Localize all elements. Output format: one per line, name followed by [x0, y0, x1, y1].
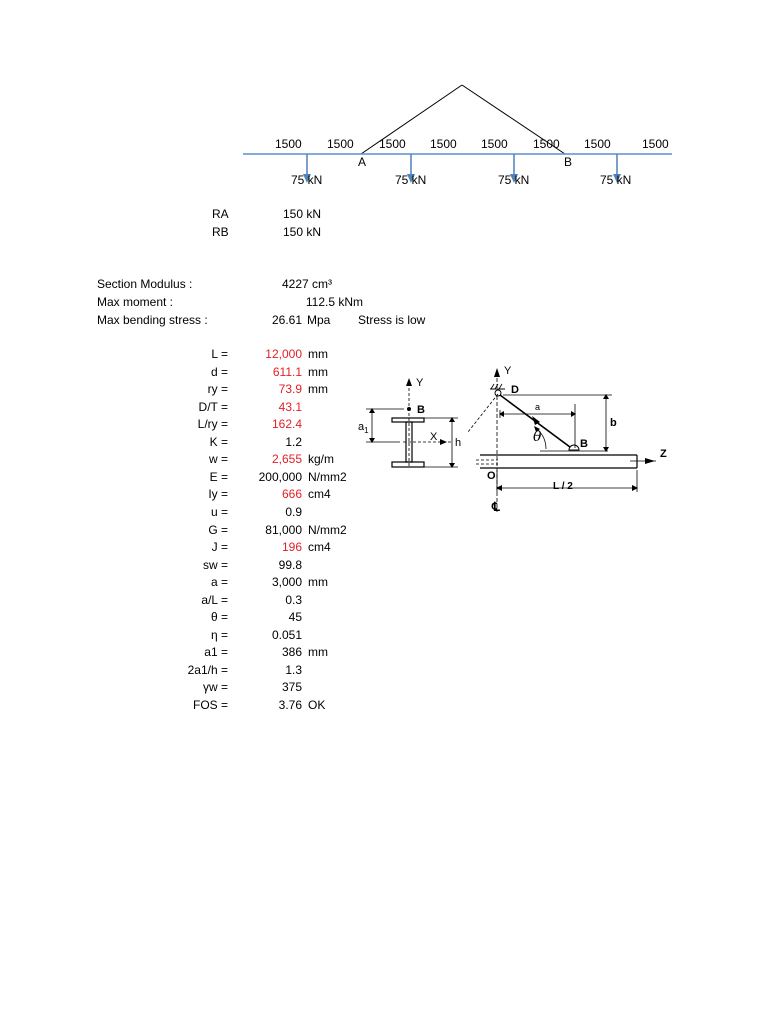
param-label: K = — [209, 435, 228, 449]
param-value: 81,000 — [265, 523, 302, 537]
param-value: 3.76 — [278, 698, 302, 712]
param-label: θ = — [210, 610, 228, 624]
section-modulus-label: Section Modulus : — [97, 277, 193, 291]
theta-label: θ — [533, 429, 542, 445]
param-value: 2,655 — [271, 452, 302, 466]
reaction-label: RB — [212, 225, 229, 239]
param-label: a/L = — [201, 593, 228, 607]
param-label: sw = — [202, 558, 228, 572]
reaction-value: 150 kN — [283, 225, 322, 239]
lift-point-b-label: B — [580, 438, 588, 450]
param-label: d = — [210, 365, 228, 379]
param-label: w = — [208, 452, 228, 466]
param-label: FOS = — [192, 698, 228, 712]
param-label: J = — [211, 540, 228, 554]
load-label: 75 kN — [600, 173, 632, 187]
max-stress-value: 26.61 — [271, 313, 302, 327]
param-value: 196 — [281, 540, 302, 554]
span-dim: 1500 — [327, 137, 354, 151]
param-value: 1.3 — [285, 663, 302, 677]
reaction-value: 150 kN — [283, 207, 322, 221]
param-unit: OK — [308, 698, 326, 712]
param-value: 3,000 — [271, 575, 302, 589]
dim-b-label: b — [610, 417, 617, 429]
param-unit: N/mm2 — [308, 470, 347, 484]
span-dim: 1500 — [642, 137, 669, 151]
param-label: G = — [208, 523, 228, 537]
section-modulus-value: 4227 cm³ — [281, 277, 332, 291]
span-dim: 1500 — [430, 137, 457, 151]
max-moment-label: Max moment : — [97, 295, 174, 309]
support-b-label: B — [564, 155, 573, 169]
dim-a-label: a — [535, 402, 541, 412]
param-label: a1 = — [204, 645, 228, 659]
point-b-label: B — [417, 404, 425, 416]
param-value: 611.1 — [272, 365, 302, 379]
x-axis-label: X — [430, 431, 438, 443]
load-label: 75 kN — [291, 173, 323, 187]
support-a-label: A — [358, 155, 367, 169]
param-value: 200,000 — [258, 470, 302, 484]
param-label: L = — [211, 347, 228, 361]
param-value: 375 — [281, 680, 302, 694]
load-label: 75 kN — [498, 173, 530, 187]
max-stress-label: Max bending stress : — [97, 313, 208, 327]
param-unit: cm4 — [308, 487, 331, 501]
reaction-label: RA — [212, 207, 229, 221]
span-dim: 1500 — [379, 137, 406, 151]
param-value: 162.4 — [271, 417, 302, 431]
param-value: 386 — [281, 645, 302, 659]
centerline-icon: ℄ — [492, 500, 500, 514]
param-unit: kg/m — [308, 452, 335, 466]
param-value: 666 — [281, 487, 302, 501]
span-dim: 1500 — [275, 137, 302, 151]
param-unit: cm4 — [308, 540, 331, 554]
param-unit: mm — [308, 575, 328, 589]
param-unit: mm — [308, 347, 328, 361]
span-dim: 1500 — [481, 137, 508, 151]
param-unit: mm — [308, 382, 328, 396]
max-stress-unit: Mpa — [307, 313, 331, 327]
param-label: a = — [210, 575, 228, 589]
half-span-label: L / 2 — [553, 481, 573, 492]
param-value: 0.3 — [285, 593, 302, 607]
param-value: 45 — [288, 610, 302, 624]
param-label: E = — [209, 470, 228, 484]
span-dim: 1500 — [533, 137, 560, 151]
param-value: 0.051 — [271, 628, 302, 642]
dim-h-label: h — [455, 437, 462, 449]
param-value: 1.2 — [285, 435, 302, 449]
param-label: Iy = — [208, 487, 228, 501]
param-value: 73.9 — [278, 382, 302, 396]
lift-y-axis-label: Y — [504, 365, 512, 377]
stress-note: Stress is low — [358, 313, 426, 327]
dim-a1-label: $a_1$ — [358, 421, 369, 436]
point-d-label: D — [511, 384, 519, 396]
param-label: D/T = — [198, 400, 228, 414]
param-unit: N/mm2 — [308, 523, 347, 537]
param-label: γw = — [202, 680, 228, 694]
param-value: 12,000 — [265, 347, 302, 361]
z-axis-label: Z — [660, 448, 667, 460]
param-value: 0.9 — [285, 505, 302, 519]
param-unit: mm — [308, 365, 328, 379]
origin-label: O — [487, 470, 496, 482]
max-moment-value: 112.5 kNm — [305, 295, 363, 309]
param-unit: mm — [308, 645, 328, 659]
param-label: L/ry = — [197, 417, 228, 431]
param-value: 43.1 — [278, 400, 302, 414]
param-label: ry = — [207, 382, 228, 396]
span-dim: 1500 — [584, 137, 611, 151]
param-label: u = — [210, 505, 228, 519]
param-value: 99.8 — [278, 558, 302, 572]
param-label: η = — [210, 628, 228, 642]
load-label: 75 kN — [395, 173, 427, 187]
param-label: 2a1/h = — [187, 663, 228, 677]
y-axis-label: Y — [416, 377, 424, 389]
